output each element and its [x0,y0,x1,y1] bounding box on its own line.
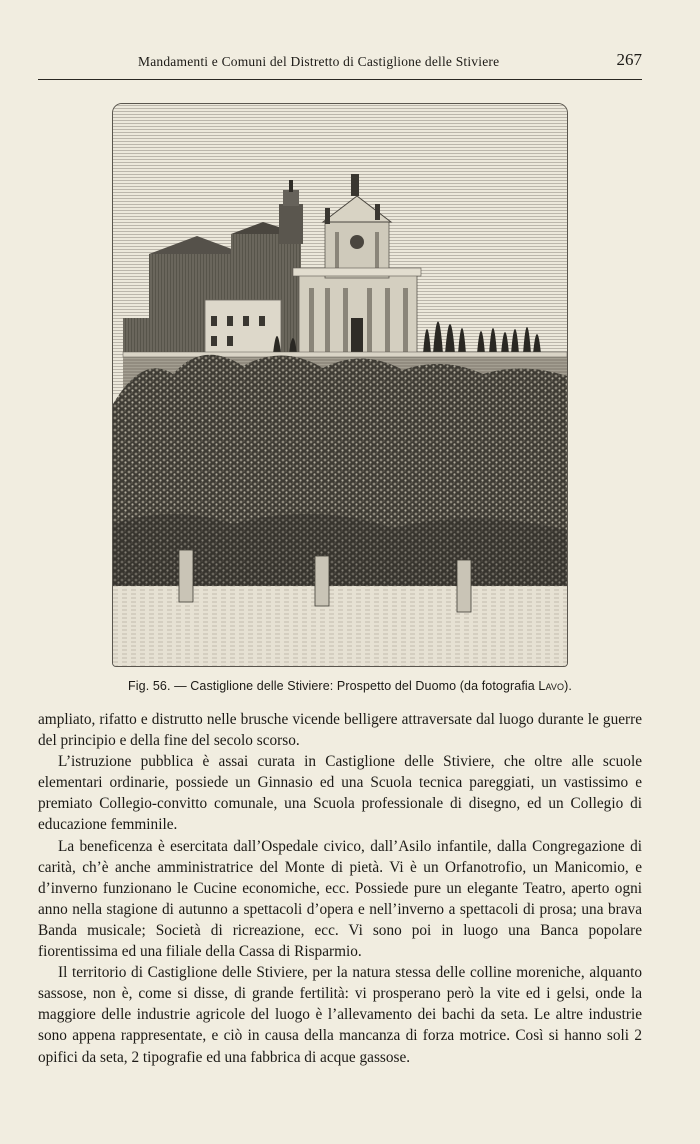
caption-credit: Lavo [538,679,565,693]
paragraph-beneficenza: La beneficenza è esercitata dall’Ospedale civico, dall’Asilo infantile, dalla Congregazione di carità, ch’è anche amministratrice del Monte di pietà. Vi è un Orfanotrofio, un Manicomio, e d’inverno funzionano le Cucine economiche, ecc. Possiede pure un elegante Teatro, aperto ogni anno nella stagione di autunno a spettacoli d’opera e nell’inverno a spettacoli di prosa; una brava Banda musicale; Società di ricreazione, ecc. Vi sono poi in luogo una Banca popolare fiorentissima ed una filiale della Cassa di Risparmio. [38,837,642,961]
page-number: 267 [616,50,642,69]
paragraph-continuation: ampliato, rifatto e distrutto nelle brusche vicende belligere attraversate dal luogo durante le guerre del principio e della fine del secolo scorso. [38,711,642,750]
paragraph-territorio: Il territorio di Castiglione delle Stiviere, per la natura stessa delle colline moreniche, alquanto sassose, non è, come si disse, di grande fertilità: vi prosperano però la vite ed i gelsi, onde la maggiore delle industrie agricole del luogo è l’allevamento dei bachi da seta. Le altre industrie sono appena rappresentate, e ciò in causa della mancanza di forza motrice. Così si hanno soli 2 opifici da seta, 2 tipografie ed una fabbrica di acque gassose. [38,964,642,1066]
figure-caption [0,679,700,693]
caption-end: ). [564,679,572,693]
page-header [38,52,642,74]
paragraph-istruzione: L’istruzione pubblica è assai curata in Castiglione delle Stiviere, che oltre alle scuole elementari ordinarie, possiede un Ginnasio ed una Scuola tecnica pareggiati, un vastissimo e premiato Collegio-convitto comunale, una Scuola professionale di disegno, ed un Collegio di educazione femminile. [38,753,642,834]
running-title: Mandamenti e Comuni del Distretto di Castiglione delle Stiviere [138,54,500,69]
cathedral-engraving [113,104,567,666]
engraving-figure [112,103,568,667]
caption-text: Fig. 56. — Castiglione delle Stiviere: Prospetto del Duomo (da fotografia [128,679,539,693]
body-text [38,709,642,1068]
header-rule [38,79,642,80]
